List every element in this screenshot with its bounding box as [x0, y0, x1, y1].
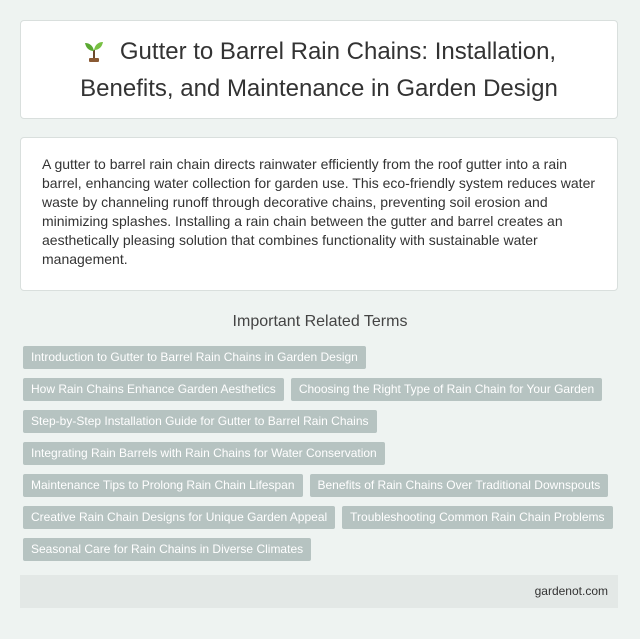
page-title: [21, 35, 617, 105]
term-row: [23, 538, 623, 561]
sprout-icon: [82, 39, 106, 72]
term-tag[interactable]: Choosing the Right Type of Rain Chain for Your Garden: [291, 378, 602, 401]
term-tag[interactable]: Troubleshooting Common Rain Chain Problems: [342, 506, 612, 529]
related-terms-heading: Important Related Terms: [232, 313, 408, 330]
term-tag[interactable]: How Rain Chains Enhance Garden Aesthetics: [23, 378, 284, 401]
related-terms-list: [23, 346, 623, 570]
intro-text: A gutter to barrel rain chain directs rainwater efficiently from the roof gutter into a rain barrel, enhancing water collection for garden use. This eco-friendly system reduces water waste by channeling runoff through decorative chains, preventing soil erosion and minimizing splashes. Installing a rain chain between the gutter and barrel creates an aesthetically pleasing solution that combines functionality with sustainable water management.: [42, 156, 596, 267]
term-tag[interactable]: Integrating Rain Barrels with Rain Chains for Water Conservation: [23, 442, 385, 465]
term-tag[interactable]: Seasonal Care for Rain Chains in Diverse Climates: [23, 538, 311, 561]
footer: [20, 575, 618, 608]
term-row: [23, 506, 623, 529]
term-tag[interactable]: Step-by-Step Installation Guide for Gutter to Barrel Rain Chains: [23, 410, 377, 433]
page-title-text: Gutter to Barrel Rain Chains: Installation, Benefits, and Maintenance in Garden Design: [80, 37, 558, 102]
term-tag[interactable]: Creative Rain Chain Designs for Unique Garden Appeal: [23, 506, 335, 529]
term-tag[interactable]: Benefits of Rain Chains Over Traditional Downspouts: [310, 474, 609, 497]
term-row: [23, 378, 623, 401]
footer-site-link[interactable]: gardenot.com: [534, 584, 608, 598]
term-tag[interactable]: Maintenance Tips to Prolong Rain Chain Lifespan: [23, 474, 303, 497]
intro-card: [20, 137, 618, 291]
term-tag[interactable]: Introduction to Gutter to Barrel Rain Chains in Garden Design: [23, 346, 366, 369]
term-row: [23, 410, 623, 433]
term-row: [23, 442, 623, 465]
term-row: [23, 346, 623, 369]
term-row: [23, 474, 623, 497]
title-card: [20, 20, 618, 119]
